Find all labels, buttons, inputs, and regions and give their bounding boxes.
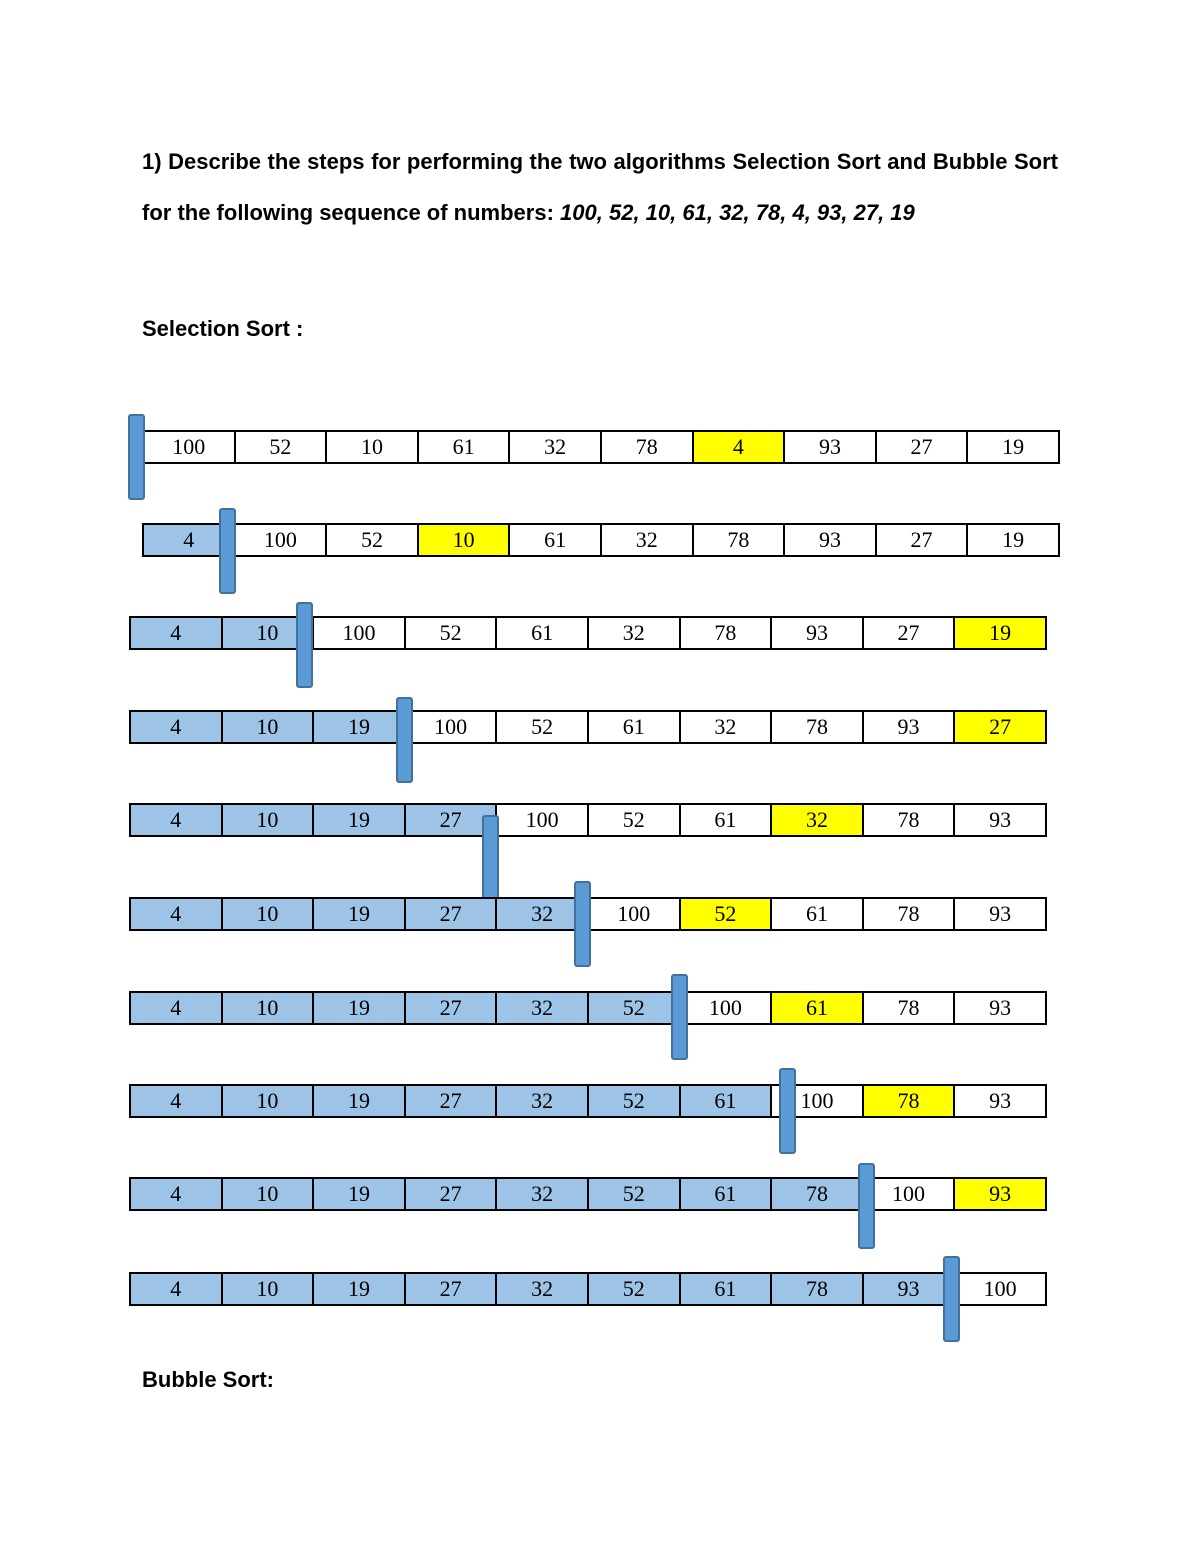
array-cell: 52: [404, 616, 498, 650]
sorted-cell: 10: [221, 803, 315, 837]
array-cell: 61: [495, 616, 589, 650]
sorted-cell: 27: [404, 897, 498, 931]
step-row: [129, 1272, 1047, 1306]
minimum-cell: 4: [692, 430, 786, 464]
sorted-boundary-marker: [219, 508, 236, 594]
sorted-boundary-marker: [482, 815, 499, 901]
sorted-cell: 19: [312, 1272, 406, 1306]
sorted-cell: 52: [587, 1084, 681, 1118]
sorted-cell: 19: [312, 710, 406, 744]
array-cell: 93: [953, 991, 1047, 1025]
array-cell: 19: [966, 523, 1060, 557]
sorted-cell: 52: [587, 991, 681, 1025]
sorted-cell: 27: [404, 803, 498, 837]
sorted-cell: 27: [404, 991, 498, 1025]
array-cell: 78: [679, 616, 773, 650]
array-cell: 32: [508, 430, 602, 464]
sorted-cell: 32: [495, 897, 589, 931]
array-cell: 61: [770, 897, 864, 931]
step-row: [142, 430, 1060, 464]
question-prefix: Describe the steps for performing the two algorithms Selection Sort and Bubble Sort for the following sequence of numbers:: [142, 149, 1058, 225]
sorted-cell: 4: [129, 1272, 223, 1306]
sorted-cell: 27: [404, 1084, 498, 1118]
minimum-cell: 32: [770, 803, 864, 837]
bubble-sort-heading: Bubble Sort:: [142, 1367, 274, 1392]
sorted-cell: 32: [495, 991, 589, 1025]
step-row: [129, 1177, 1047, 1211]
sorted-cell: 19: [312, 1177, 406, 1211]
array-cell: 93: [783, 430, 877, 464]
sorted-cell: 10: [221, 1084, 315, 1118]
sorted-cell: 4: [129, 897, 223, 931]
sorted-cell: 4: [129, 1177, 223, 1211]
minimum-cell: 10: [417, 523, 511, 557]
sorted-cell: 61: [679, 1084, 773, 1118]
sorted-cell: 10: [221, 897, 315, 931]
array-cell: 78: [770, 710, 864, 744]
array-cell: 52: [234, 430, 328, 464]
array-cell: 78: [862, 897, 956, 931]
array-cell: 100: [862, 1177, 956, 1211]
sorted-cell: 4: [129, 803, 223, 837]
array-cell: 78: [862, 991, 956, 1025]
array-cell: 32: [600, 523, 694, 557]
sorted-cell: 4: [142, 523, 236, 557]
array-cell: 78: [862, 803, 956, 837]
array-cell: 93: [953, 803, 1047, 837]
step-row: [129, 1084, 1047, 1118]
sorted-cell: 78: [770, 1272, 864, 1306]
sorted-cell: 19: [312, 803, 406, 837]
sorted-cell: 4: [129, 991, 223, 1025]
sorted-cell: 27: [404, 1177, 498, 1211]
array-cell: 100: [953, 1272, 1047, 1306]
sorted-cell: 52: [587, 1272, 681, 1306]
array-cell: 61: [679, 803, 773, 837]
sorted-cell: 78: [770, 1177, 864, 1211]
array-cell: 61: [587, 710, 681, 744]
minimum-cell: 19: [953, 616, 1047, 650]
step-row: [129, 991, 1047, 1025]
array-cell: 100: [312, 616, 406, 650]
array-cell: 27: [862, 616, 956, 650]
array-cell: 100: [404, 710, 498, 744]
sorted-boundary-marker: [574, 881, 591, 967]
step-row: [129, 616, 1047, 650]
array-cell: 27: [875, 523, 969, 557]
array-cell: 93: [783, 523, 877, 557]
sorted-boundary-marker: [779, 1068, 796, 1154]
minimum-cell: 61: [770, 991, 864, 1025]
sorted-boundary-marker: [396, 697, 413, 783]
array-cell: 10: [325, 430, 419, 464]
question-number: 1): [142, 149, 162, 174]
array-cell: 52: [587, 803, 681, 837]
sorted-cell: 32: [495, 1084, 589, 1118]
sorted-boundary-marker: [296, 602, 313, 688]
sorted-cell: 93: [862, 1272, 956, 1306]
sorted-cell: 19: [312, 897, 406, 931]
sorted-boundary-marker: [943, 1256, 960, 1342]
array-cell: 93: [862, 710, 956, 744]
sorted-cell: 19: [312, 991, 406, 1025]
array-cell: 78: [600, 430, 694, 464]
array-cell: 93: [953, 897, 1047, 931]
array-cell: 100: [495, 803, 589, 837]
step-row: [129, 803, 1047, 837]
sorted-cell: 27: [404, 1272, 498, 1306]
array-cell: 78: [692, 523, 786, 557]
sorted-cell: 10: [221, 1177, 315, 1211]
sorted-cell: 10: [221, 616, 315, 650]
array-cell: 52: [495, 710, 589, 744]
array-cell: 32: [679, 710, 773, 744]
sorted-boundary-marker: [128, 414, 145, 500]
array-cell: 100: [587, 897, 681, 931]
sorted-cell: 19: [312, 1084, 406, 1118]
array-cell: 100: [142, 430, 236, 464]
sorted-cell: 10: [221, 710, 315, 744]
sorted-cell: 4: [129, 616, 223, 650]
sorted-boundary-marker: [858, 1163, 875, 1249]
step-row: [142, 523, 1060, 557]
selection-sort-heading: Selection Sort :: [142, 316, 304, 341]
sorted-cell: 61: [679, 1177, 773, 1211]
minimum-cell: 52: [679, 897, 773, 931]
array-cell: 61: [508, 523, 602, 557]
array-cell: 27: [875, 430, 969, 464]
array-cell: 100: [234, 523, 328, 557]
step-row: [129, 710, 1047, 744]
sorted-cell: 32: [495, 1272, 589, 1306]
minimum-cell: 93: [953, 1177, 1047, 1211]
array-cell: 61: [417, 430, 511, 464]
sorted-cell: 52: [587, 1177, 681, 1211]
array-cell: 32: [587, 616, 681, 650]
sorted-cell: 4: [129, 1084, 223, 1118]
array-cell: 93: [953, 1084, 1047, 1118]
sorted-cell: 10: [221, 1272, 315, 1306]
array-cell: 19: [966, 430, 1060, 464]
sorted-cell: 61: [679, 1272, 773, 1306]
sorted-cell: 4: [129, 710, 223, 744]
array-cell: 93: [770, 616, 864, 650]
sorted-cell: 10: [221, 991, 315, 1025]
array-cell: 100: [770, 1084, 864, 1118]
sorted-boundary-marker: [671, 974, 688, 1060]
array-cell: 52: [325, 523, 419, 557]
minimum-cell: 78: [862, 1084, 956, 1118]
question-text: [142, 136, 1058, 238]
sorted-cell: 32: [495, 1177, 589, 1211]
array-cell: 100: [679, 991, 773, 1025]
minimum-cell: 27: [953, 710, 1047, 744]
number-sequence: 100, 52, 10, 61, 32, 78, 4, 93, 27, 19: [560, 200, 915, 225]
